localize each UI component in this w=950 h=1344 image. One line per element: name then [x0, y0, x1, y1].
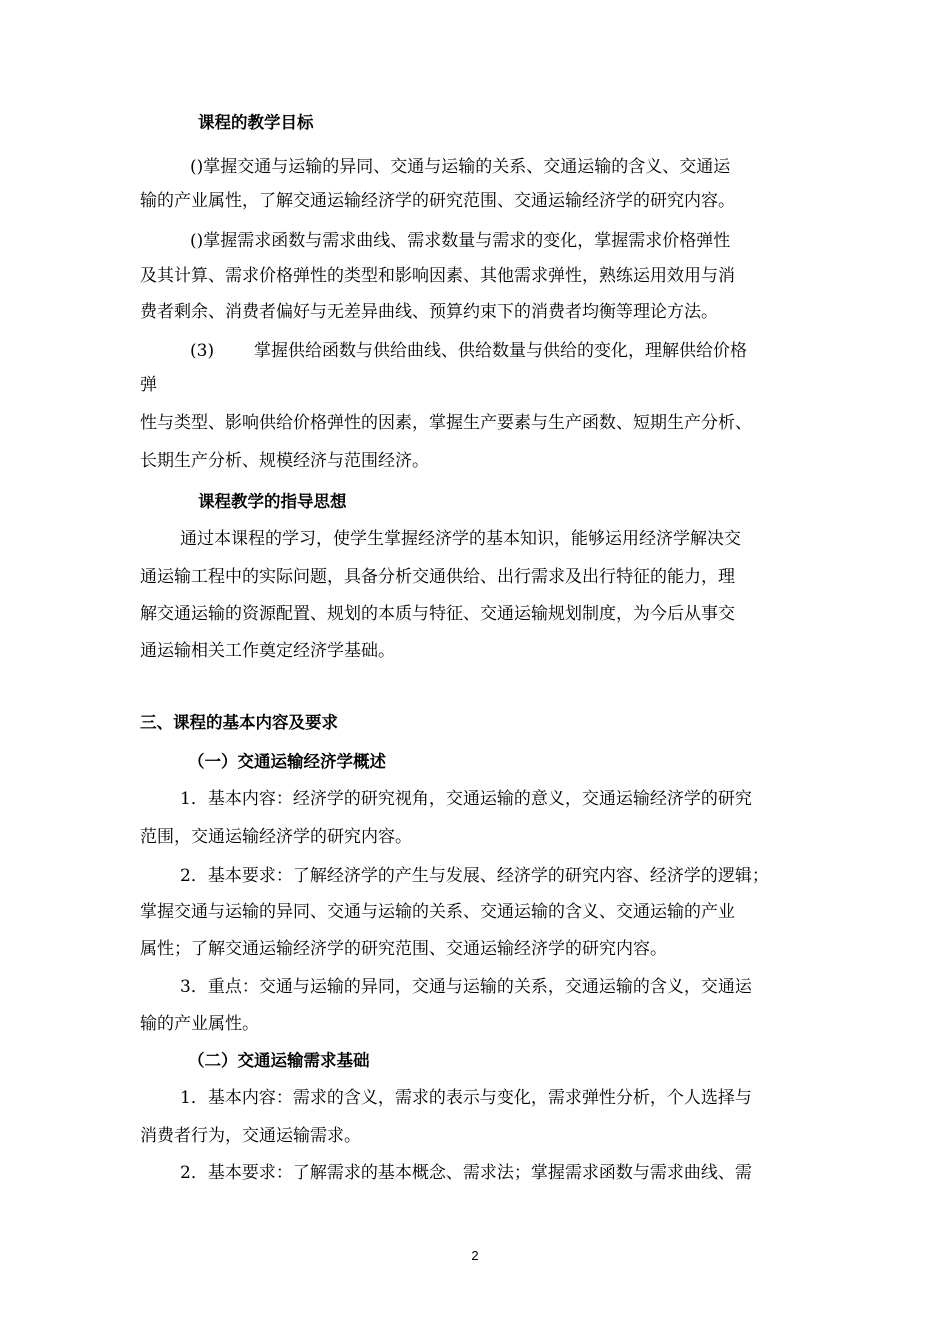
paragraph-line: 弹 [140, 375, 157, 395]
paragraph-line: 1．基本内容：需求的含义，需求的表示与变化，需求弹性分析，个人选择与 [180, 1088, 752, 1108]
paragraph-line: 范围，交通运输经济学的研究内容。 [140, 827, 412, 847]
paragraph-line: 通运输工程中的实际问题，具备分析交通供给、出行需求及出行特征的能力，理 [140, 567, 735, 587]
paragraph-line: 长期生产分析、规模经济与范围经济。 [140, 451, 429, 471]
paragraph-line: 输的产业属性。 [140, 1014, 259, 1034]
heading-section-3: 三、课程的基本内容及要求 [140, 713, 338, 732]
paragraph-line: 性与类型、影响供给价格弹性的因素，掌握生产要素与生产函数、短期生产分析、 [140, 413, 752, 433]
paragraph-line: 及其计算、需求价格弹性的类型和影响因素、其他需求弹性，熟练运用效用与消 [140, 266, 735, 286]
paragraph-line: 1．基本内容：经济学的研究视角，交通运输的意义，交通运输经济学的研究 [180, 789, 752, 809]
paragraph-line: 2．基本要求：了解需求的基本概念、需求法；掌握需求函数与需求曲线、需 [180, 1163, 752, 1183]
paragraph-line: 掌握交通与运输的异同、交通与运输的关系、交通运输的含义、交通运输的产业 [140, 902, 735, 922]
paragraph-line: 解交通运输的资源配置、规划的本质与特征、交通运输规划制度，为今后从事交 [140, 604, 735, 624]
list-number: (3) [190, 341, 215, 361]
paragraph-line: 掌握供给函数与供给曲线、供给数量与供给的变化，理解供给价格 [254, 341, 747, 361]
paragraph-line: 3．重点：交通与运输的异同，交通与运输的关系，交通运输的含义，交通运 [180, 977, 752, 997]
subheading-1: （一）交通运输经济学概述 [188, 752, 386, 771]
page-number: 2 [471, 1248, 479, 1263]
paragraph-line: ()掌握需求函数与需求曲线、需求数量与需求的变化，掌握需求价格弹性 [190, 231, 731, 251]
paragraph-line: 消费者行为，交通运输需求。 [140, 1126, 361, 1146]
paragraph-line: 费者剩余、消费者偏好与无差异曲线、预算约束下的消费者均衡等理论方法。 [140, 302, 718, 322]
subheading-2: （二）交通运输需求基础 [188, 1051, 370, 1070]
paragraph-line: 2．基本要求：了解经济学的产生与发展、经济学的研究内容、经济学的逻辑； [180, 866, 769, 886]
heading-objectives: 课程的教学目标 [198, 113, 314, 132]
paragraph-line: 属性；了解交通运输经济学的研究范围、交通运输经济学的研究内容。 [140, 939, 667, 959]
paragraph-line: ()掌握交通与运输的异同、交通与运输的关系、交通运输的含义、交通运 [190, 157, 731, 177]
paragraph-line: 通运输相关工作奠定经济学基础。 [140, 641, 395, 661]
heading-guiding: 课程教学的指导思想 [198, 492, 347, 511]
paragraph-line: 通过本课程的学习，使学生掌握经济学的基本知识，能够运用经济学解决交 [180, 529, 741, 549]
paragraph-line: 输的产业属性，了解交通运输经济学的研究范围、交通运输经济学的研究内容。 [140, 191, 735, 211]
